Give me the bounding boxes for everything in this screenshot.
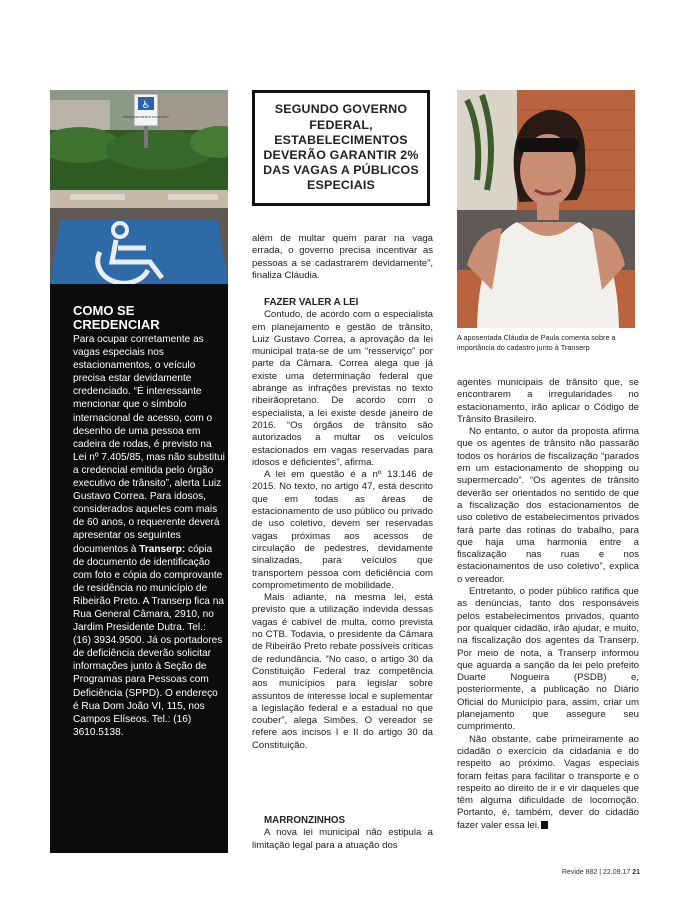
middle-column-section-2	[252, 815, 433, 852]
sidebar-title: COMO SE CREDENCIAR	[73, 303, 160, 332]
magazine-issue: Revide 882 | 22.09.17	[561, 869, 631, 876]
parking-illustration	[50, 90, 228, 284]
sidebar-box	[50, 284, 228, 853]
sidebar-body	[73, 333, 225, 739]
woman-portrait-illustration	[457, 90, 635, 328]
sign-text: ESTACIONAMENTO EXCLUSIVO	[123, 115, 169, 119]
paragraph: Entretanto, o poder público ratifica que as denúncias, tanto dos responsáveis pelos estabelecimentos privados, quanto por qualquer cidadão, irão ajudar, e muito, na fiscalização dos agentes da Transerp. Por meio de nota, a Transerp informou que aguarda a sanção da lei pelo prefeito Duarte Nogueira (PSDB) e, posteriormente, a publicação no Diário Oficial do Município para, assim, criar um planejamento que assegure seu cumprimento.	[457, 586, 639, 733]
sidebar-text-2: cópia de documento de identificação com foto e cópia do comprovante de residência no município de Ribeirão Preto. A Transerp fica na Rua General Câmara, 2910, no Jardim Presidente Dutra. Tel.: (16) 3934.9500. Já os portadores de deficiência deverão solicitar informações junto à Seção de Programas para Pessoas com Deficiência (SPPD). O endereço é Rua Dom João VI, 115, nos Campos Elíseos. Tel.: (16) 3610.5138.	[73, 543, 224, 738]
section-heading: FAZER VALER A LEI	[264, 297, 359, 308]
parking-photo	[50, 90, 228, 284]
paragraph: No entanto, o autor da proposta afirma que os agentes de trânsito não passarão todos os horários de fiscalização “parados em um estacionamento de shopping ou supermercado”. “Os agentes de trânsito deverão ser orientados no sentido de que a fiscalização dos estacionamentos de uso coletivo de estabelecimentos privados fará parte das rotinas do trabalho, para que haja uma harmonia entre a fiscalização nas ruas e nos estacionamentos de uso coletivo”, explica o vereador.	[457, 426, 639, 585]
portrait-photo	[457, 90, 635, 328]
end-mark-icon	[541, 821, 548, 829]
paragraph: A lei em questão é a nº 13.146 de 2015. No texto, no artigo 47, está descrito que em todas as áreas de estacionamento de uso público ou privado de uso coletivo, devem ser reservadas vagas próximas aos acessos de circulação de pedestres, devidamente sinalizadas, para veículos que transportem pessoa com deficiência com comprometimento de mobilidade.	[252, 469, 433, 591]
page-number: 21	[632, 869, 640, 876]
paragraph: Mais adiante, na mesma lei, está previsto que a utilização indevida dessas vagas é cabível de multa, como prevista no CTB. Todavia, o presidente da Câmara de Ribeirão Preto rebate possíveis críticas de redundância. “No caso, o artigo 30 da Constituição Federal traz competência aos municípios para legislar sobre assuntos de interesse local e suplementar a legislação federal e a estadual no que couber”, alega Simões. O vereador se refere aos incisos I e II do artigo 30 da Constituição.	[252, 592, 433, 751]
pull-quote: SEGUNDO GOVERNO FEDERAL, ESTABELECIMENTOS DEVERÃO GARANTIR 2% DAS VAGAS A PÚBLICOS ESPECIAIS	[263, 102, 419, 193]
sidebar-text-bold: Transerp:	[139, 543, 186, 555]
middle-column-intro	[252, 233, 433, 282]
paragraph: agentes municipais de trânsito que, se encontrarem a irregularidades no estacionamento, irão aplicar o Código de Trânsito Brasileiro.	[457, 377, 639, 425]
pull-quote-box	[252, 90, 430, 206]
middle-column-section	[252, 297, 433, 752]
svg-text:♿: ♿	[141, 100, 151, 111]
right-column	[457, 377, 639, 832]
paragraph-final	[457, 734, 639, 832]
paragraph: Contudo, de acordo com o especialista em planejamento e gestão de trânsito, Luiz Gustavo Correa, a aprovação da lei municipal trata-se de um “resserviço” por parte da Câmara. Correa alega que já existe uma determinação federal que abrange as infrações previstas no texto ribeirãopretano. De acordo com o especialista, a lei existe desde janeiro de 2016. “Os órgãos de trânsito são autorizados a multar os veículos estacionados em vagas reservadas para idosos e deficientes”, afirma.	[252, 309, 433, 468]
paragraph-text: Não obstante, cabe primeiramente ao cidadão o exercício da cidadania e do respeito ao próximo. Vagas especiais foram feitas para facilitar o transporte e o respeito ao direito de ir e vir daqueles que têm alguma dificuldade de locomoção. Portanto, é, também, dever do cidadão fazer valer essa lei.	[457, 733, 639, 831]
paragraph: A nova lei municipal não estipula a limitação legal para a atuação dos	[252, 827, 433, 851]
sidebar-text-1: Para ocupar corretamente as vagas especiais nos estacionamentos, o veículo precisa estar devidamente credenciado. “É interessante mencionar que o símbolo internacional de acesso, com o desenho de uma pessoa em cadeira de rodas, é previsto na Lei nº 7.405/85, mas não substitui a credencial emitida pelo órgão executivo de trânsito”, alerta Luiz Gustavo Correa. Para idosos, considerados aqueles com mais de 60 anos, o requerente deverá apresentar os seguintes documentos à	[73, 334, 225, 555]
photo-caption: A aposentada Cláudia de Paula comenta sobre a importância do cadastro junto à Transerp	[457, 333, 616, 352]
section-heading: MARRONZINHOS	[264, 815, 346, 826]
page-folio	[520, 869, 640, 876]
paragraph: além de multar quem parar na vaga errada, o governo precisa incentivar as pessoas a se cadastrarem devidamente”, finaliza Cláudia.	[252, 233, 433, 281]
